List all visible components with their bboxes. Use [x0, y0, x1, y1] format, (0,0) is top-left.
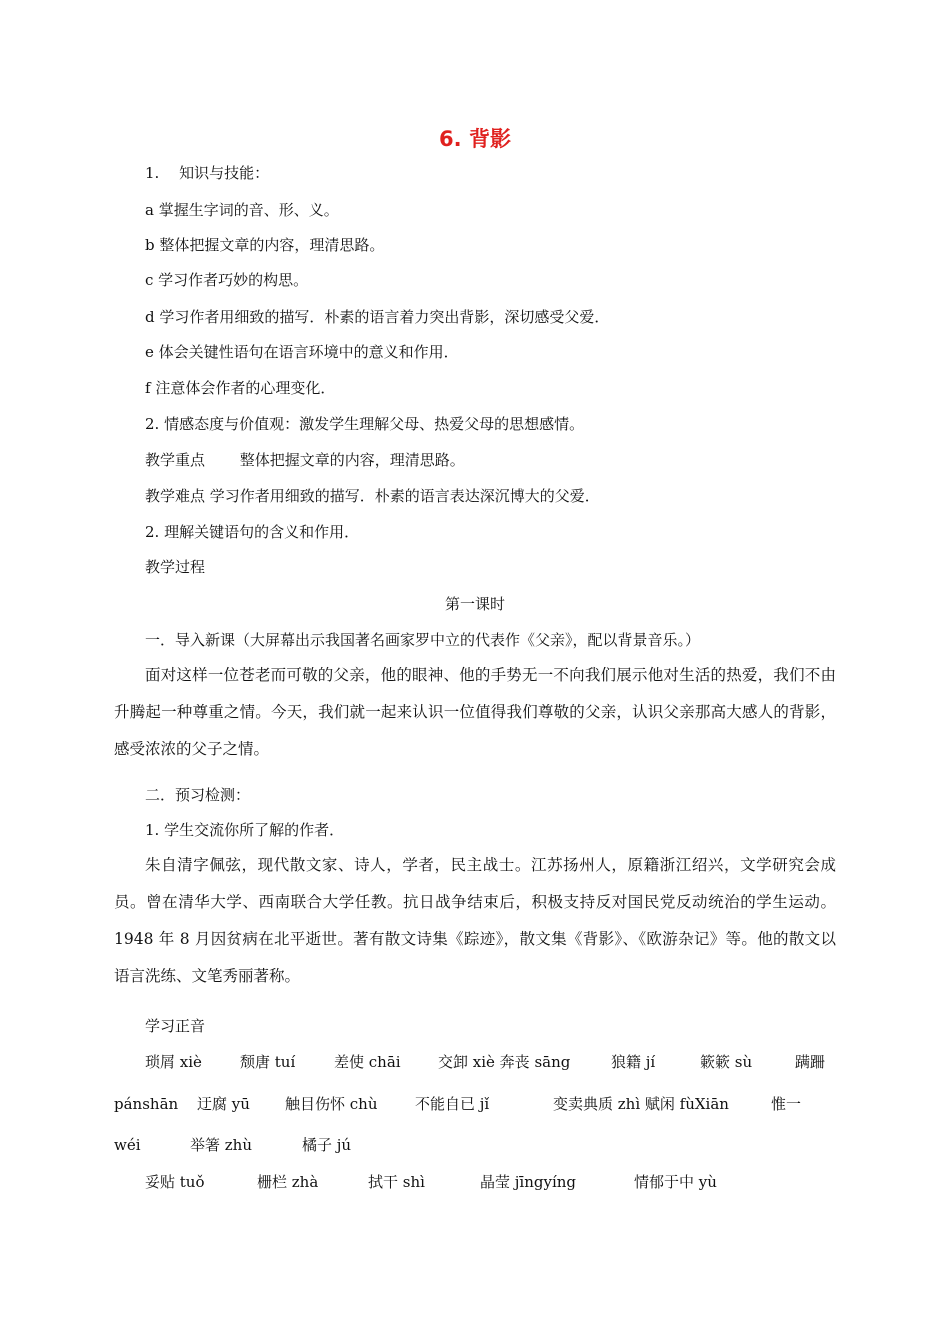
objectives-heading: 1. 知识与技能：: [145, 164, 270, 182]
key-point: 教学重点 整体把握文章的内容，理清思路。: [145, 451, 465, 469]
word-item: 晶莹 jīngyíng: [480, 1173, 577, 1191]
intro-paragraph: 面对这样一位苍老而可敬的父亲，他的眼神、他的手势无一不向我们展示他对生活的热爱，我们不由升腾起一种尊重之情。今天，我们就一起来认识一位值得我们尊敬的父亲，认识父亲那高大感人的背影，感受浓浓的父子之情。: [114, 666, 836, 758]
word-item: 情郁于中 yù: [634, 1173, 717, 1191]
word-item: 狼籍 jí: [611, 1053, 656, 1071]
objective-d: d 学习作者用细致的描写．朴素的语言着力突出背影，深切感受父爱．: [145, 308, 610, 326]
word-item: 变卖典质 zhì 赋闲 fùXiān: [553, 1095, 729, 1113]
difficulty-2: 2. 理解关键语句的含义和作用．: [145, 523, 360, 541]
word-item: pánshān: [114, 1095, 179, 1113]
word-item: 琐屑 xiè: [145, 1053, 202, 1071]
pronunciation-heading: 学习正音: [145, 1017, 206, 1035]
word-item: 橘子 jú: [302, 1136, 352, 1154]
word-item: 触目伤怀 chù: [285, 1095, 378, 1113]
preview-heading: 二．预习检测：: [145, 786, 251, 804]
objective-e: e 体会关键性语句在语言环境中的意义和作用．: [145, 343, 459, 361]
word-item: 拭干 shì: [368, 1173, 425, 1191]
process-heading: 教学过程: [145, 558, 206, 576]
word-item: 不能自已 jǐ: [415, 1095, 490, 1113]
word-item: 差使 chāi: [334, 1053, 401, 1071]
objective-b: b 整体把握文章的内容，理清思路。: [145, 236, 385, 254]
word-item: 交卸 xiè 奔丧 sāng: [438, 1053, 571, 1071]
objective-f: f 注意体会作者的心理变化．: [145, 379, 336, 397]
author-paragraph: 朱自清字佩弦，现代散文家、诗人，学者，民主战士。江苏扬州人，原籍浙江绍兴，文学研究会成员。曾在清华大学、西南联合大学任教。抗日战争结束后，积极支持反对国民党反动统治的学生运动。1948 年 8 月因贫病在北平逝世。著有散文诗集《踪迹》，散文集《背影》、《欧游杂记》等。他的散文以语言洗练、文笔秀丽著称。: [114, 856, 836, 985]
word-item: wéi: [114, 1136, 141, 1154]
word-item: 妥贴 tuǒ: [145, 1173, 205, 1191]
page-title: 6. 背影: [439, 127, 511, 151]
objective-emotion: 2. 情感态度与价值观：激发学生理解父母、热爱父母的思想感情。: [145, 415, 585, 433]
word-item: 蹒跚: [795, 1053, 826, 1071]
difficulty: 教学难点 学习作者用细致的描写．朴素的语言表达深沉博大的父爱．: [145, 487, 600, 505]
word-item: 举箸 zhù: [190, 1136, 252, 1154]
word-item: 颓唐 tuí: [240, 1053, 296, 1071]
word-item: 惟一: [771, 1095, 802, 1113]
word-item: 簌簌 sù: [700, 1053, 753, 1071]
author-heading: 1. 学生交流你所了解的作者．: [145, 821, 345, 839]
objective-c: c 学习作者巧妙的构思。: [145, 271, 309, 289]
word-item: 迂腐 yū: [197, 1095, 250, 1113]
word-item: 栅栏 zhà: [257, 1173, 319, 1191]
objective-a: a 掌握生字词的音、形、义。: [145, 201, 339, 219]
intro-heading: 一．导入新课（大屏幕出示我国著名画家罗中立的代表作《父亲》，配以背景音乐。）: [145, 631, 701, 649]
lesson-heading: 第一课时: [444, 595, 505, 613]
